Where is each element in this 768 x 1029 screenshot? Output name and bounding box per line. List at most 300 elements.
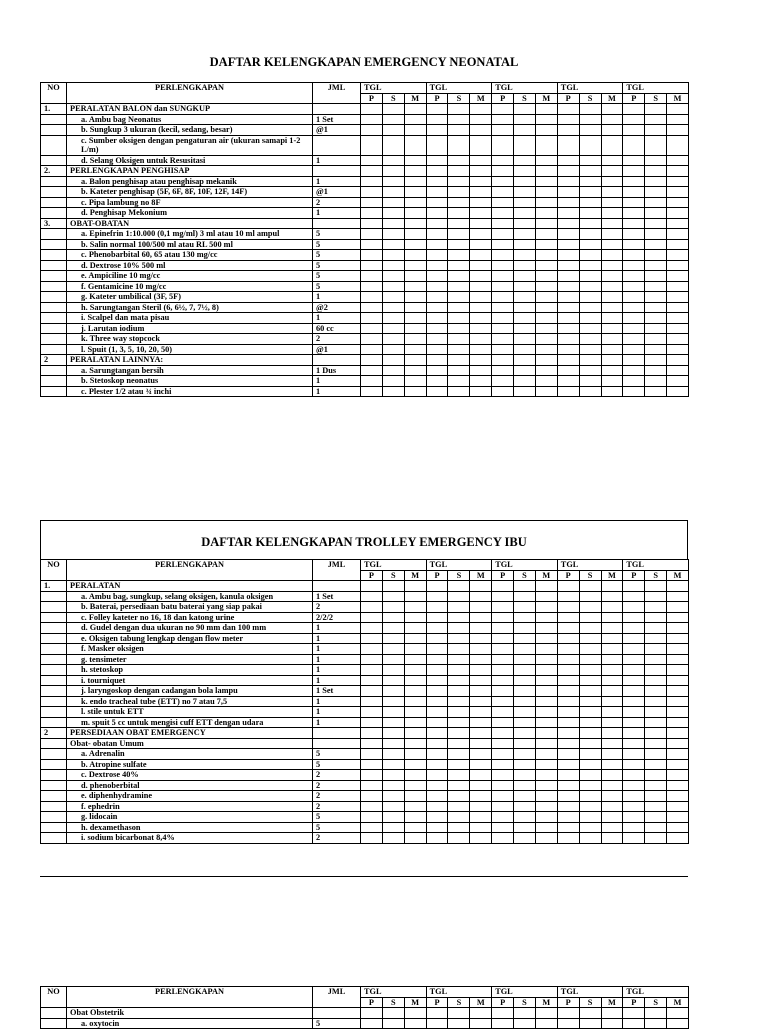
check-cell[interactable] (470, 176, 492, 187)
check-cell[interactable] (426, 833, 448, 844)
check-cell[interactable] (404, 759, 426, 770)
check-cell[interactable] (514, 633, 536, 644)
check-cell[interactable] (470, 833, 492, 844)
check-cell[interactable] (557, 239, 579, 250)
check-cell[interactable] (601, 302, 623, 313)
check-cell[interactable] (535, 323, 557, 334)
check-cell[interactable] (579, 717, 601, 728)
check-cell[interactable] (361, 654, 383, 665)
check-cell[interactable] (579, 707, 601, 718)
check-cell[interactable] (426, 1018, 448, 1029)
check-cell[interactable] (645, 271, 667, 282)
check-cell[interactable] (470, 386, 492, 397)
check-cell[interactable] (535, 822, 557, 833)
check-cell[interactable] (623, 770, 645, 781)
check-cell[interactable] (579, 665, 601, 676)
check-cell[interactable] (601, 644, 623, 655)
check-cell[interactable] (667, 229, 689, 240)
check-cell[interactable] (514, 197, 536, 208)
check-cell[interactable] (579, 239, 601, 250)
check-cell[interactable] (448, 833, 470, 844)
check-cell[interactable] (535, 791, 557, 802)
check-cell[interactable] (361, 623, 383, 634)
check-cell[interactable] (426, 218, 448, 229)
check-cell[interactable] (623, 801, 645, 812)
check-cell[interactable] (557, 1018, 579, 1029)
check-cell[interactable] (448, 654, 470, 665)
check-cell[interactable] (514, 125, 536, 136)
check-cell[interactable] (470, 644, 492, 655)
check-cell[interactable] (601, 344, 623, 355)
check-cell[interactable] (535, 135, 557, 155)
check-cell[interactable] (448, 1018, 470, 1029)
check-cell[interactable] (470, 239, 492, 250)
check-cell[interactable] (361, 334, 383, 345)
check-cell[interactable] (404, 791, 426, 802)
check-cell[interactable] (426, 665, 448, 676)
check-cell[interactable] (404, 250, 426, 261)
check-cell[interactable] (382, 208, 404, 219)
check-cell[interactable] (514, 833, 536, 844)
check-cell[interactable] (514, 376, 536, 387)
check-cell[interactable] (667, 114, 689, 125)
check-cell[interactable] (601, 218, 623, 229)
check-cell[interactable] (623, 833, 645, 844)
check-cell[interactable] (426, 791, 448, 802)
check-cell[interactable] (557, 218, 579, 229)
check-cell[interactable] (645, 602, 667, 613)
check-cell[interactable] (645, 791, 667, 802)
check-cell[interactable] (623, 250, 645, 261)
check-cell[interactable] (601, 728, 623, 739)
check-cell[interactable] (492, 665, 514, 676)
check-cell[interactable] (557, 229, 579, 240)
check-cell[interactable] (448, 135, 470, 155)
check-cell[interactable] (448, 780, 470, 791)
check-cell[interactable] (404, 218, 426, 229)
check-cell[interactable] (426, 633, 448, 644)
check-cell[interactable] (470, 717, 492, 728)
check-cell[interactable] (492, 822, 514, 833)
check-cell[interactable] (514, 707, 536, 718)
check-cell[interactable] (623, 717, 645, 728)
check-cell[interactable] (404, 135, 426, 155)
check-cell[interactable] (623, 812, 645, 823)
check-cell[interactable] (601, 602, 623, 613)
check-cell[interactable] (623, 155, 645, 166)
check-cell[interactable] (361, 707, 383, 718)
check-cell[interactable] (470, 770, 492, 781)
check-cell[interactable] (426, 114, 448, 125)
check-cell[interactable] (667, 1018, 689, 1029)
check-cell[interactable] (404, 675, 426, 686)
check-cell[interactable] (361, 749, 383, 760)
check-cell[interactable] (514, 654, 536, 665)
check-cell[interactable] (470, 344, 492, 355)
check-cell[interactable] (426, 197, 448, 208)
check-cell[interactable] (382, 166, 404, 177)
check-cell[interactable] (514, 591, 536, 602)
check-cell[interactable] (361, 176, 383, 187)
check-cell[interactable] (492, 208, 514, 219)
check-cell[interactable] (557, 260, 579, 271)
check-cell[interactable] (404, 812, 426, 823)
check-cell[interactable] (492, 155, 514, 166)
check-cell[interactable] (404, 260, 426, 271)
check-cell[interactable] (579, 696, 601, 707)
check-cell[interactable] (426, 822, 448, 833)
check-cell[interactable] (470, 355, 492, 366)
check-cell[interactable] (382, 770, 404, 781)
check-cell[interactable] (514, 218, 536, 229)
check-cell[interactable] (601, 176, 623, 187)
check-cell[interactable] (470, 801, 492, 812)
check-cell[interactable] (470, 1018, 492, 1029)
check-cell[interactable] (361, 686, 383, 697)
check-cell[interactable] (514, 581, 536, 592)
check-cell[interactable] (492, 749, 514, 760)
check-cell[interactable] (623, 281, 645, 292)
check-cell[interactable] (535, 155, 557, 166)
check-cell[interactable] (557, 654, 579, 665)
check-cell[interactable] (623, 602, 645, 613)
check-cell[interactable] (645, 334, 667, 345)
check-cell[interactable] (535, 250, 557, 261)
check-cell[interactable] (667, 654, 689, 665)
check-cell[interactable] (514, 365, 536, 376)
check-cell[interactable] (382, 355, 404, 366)
check-cell[interactable] (492, 801, 514, 812)
check-cell[interactable] (645, 292, 667, 303)
check-cell[interactable] (448, 623, 470, 634)
check-cell[interactable] (448, 612, 470, 623)
check-cell[interactable] (557, 780, 579, 791)
check-cell[interactable] (623, 187, 645, 198)
check-cell[interactable] (601, 114, 623, 125)
check-cell[interactable] (667, 187, 689, 198)
check-cell[interactable] (382, 812, 404, 823)
check-cell[interactable] (667, 791, 689, 802)
check-cell[interactable] (382, 155, 404, 166)
check-cell[interactable] (645, 696, 667, 707)
check-cell[interactable] (535, 355, 557, 366)
check-cell[interactable] (535, 749, 557, 760)
check-cell[interactable] (645, 633, 667, 644)
check-cell[interactable] (361, 302, 383, 313)
check-cell[interactable] (361, 633, 383, 644)
check-cell[interactable] (492, 633, 514, 644)
check-cell[interactable] (645, 176, 667, 187)
check-cell[interactable] (404, 591, 426, 602)
check-cell[interactable] (492, 187, 514, 198)
check-cell[interactable] (645, 654, 667, 665)
check-cell[interactable] (448, 717, 470, 728)
check-cell[interactable] (645, 623, 667, 634)
check-cell[interactable] (535, 1018, 557, 1029)
check-cell[interactable] (535, 365, 557, 376)
check-cell[interactable] (404, 355, 426, 366)
check-cell[interactable] (579, 135, 601, 155)
check-cell[interactable] (470, 208, 492, 219)
check-cell[interactable] (492, 612, 514, 623)
check-cell[interactable] (470, 749, 492, 760)
check-cell[interactable] (492, 114, 514, 125)
check-cell[interactable] (667, 313, 689, 324)
check-cell[interactable] (601, 675, 623, 686)
check-cell[interactable] (579, 749, 601, 760)
check-cell[interactable] (557, 355, 579, 366)
check-cell[interactable] (579, 281, 601, 292)
check-cell[interactable] (426, 602, 448, 613)
check-cell[interactable] (579, 654, 601, 665)
check-cell[interactable] (514, 260, 536, 271)
check-cell[interactable] (601, 292, 623, 303)
check-cell[interactable] (623, 780, 645, 791)
check-cell[interactable] (535, 166, 557, 177)
check-cell[interactable] (404, 187, 426, 198)
check-cell[interactable] (601, 696, 623, 707)
check-cell[interactable] (361, 197, 383, 208)
check-cell[interactable] (470, 250, 492, 261)
check-cell[interactable] (667, 260, 689, 271)
check-cell[interactable] (579, 323, 601, 334)
check-cell[interactable] (535, 801, 557, 812)
check-cell[interactable] (426, 591, 448, 602)
check-cell[interactable] (382, 696, 404, 707)
check-cell[interactable] (404, 125, 426, 136)
check-cell[interactable] (426, 292, 448, 303)
check-cell[interactable] (535, 612, 557, 623)
check-cell[interactable] (361, 239, 383, 250)
check-cell[interactable] (470, 791, 492, 802)
check-cell[interactable] (557, 633, 579, 644)
check-cell[interactable] (601, 155, 623, 166)
check-cell[interactable] (404, 104, 426, 115)
check-cell[interactable] (645, 114, 667, 125)
check-cell[interactable] (623, 728, 645, 739)
check-cell[interactable] (404, 738, 426, 749)
check-cell[interactable] (492, 365, 514, 376)
check-cell[interactable] (601, 281, 623, 292)
check-cell[interactable] (601, 239, 623, 250)
check-cell[interactable] (514, 791, 536, 802)
check-cell[interactable] (579, 114, 601, 125)
check-cell[interactable] (601, 197, 623, 208)
check-cell[interactable] (667, 633, 689, 644)
check-cell[interactable] (579, 812, 601, 823)
check-cell[interactable] (470, 125, 492, 136)
check-cell[interactable] (492, 686, 514, 697)
check-cell[interactable] (645, 738, 667, 749)
check-cell[interactable] (492, 104, 514, 115)
check-cell[interactable] (645, 686, 667, 697)
check-cell[interactable] (382, 801, 404, 812)
check-cell[interactable] (514, 812, 536, 823)
check-cell[interactable] (361, 717, 383, 728)
check-cell[interactable] (535, 302, 557, 313)
check-cell[interactable] (514, 334, 536, 345)
check-cell[interactable] (404, 176, 426, 187)
check-cell[interactable] (645, 644, 667, 655)
check-cell[interactable] (426, 749, 448, 760)
check-cell[interactable] (361, 386, 383, 397)
check-cell[interactable] (667, 717, 689, 728)
check-cell[interactable] (514, 696, 536, 707)
check-cell[interactable] (623, 822, 645, 833)
check-cell[interactable] (361, 187, 383, 198)
check-cell[interactable] (382, 738, 404, 749)
check-cell[interactable] (601, 738, 623, 749)
check-cell[interactable] (514, 738, 536, 749)
check-cell[interactable] (623, 591, 645, 602)
check-cell[interactable] (448, 644, 470, 655)
check-cell[interactable] (404, 302, 426, 313)
check-cell[interactable] (448, 176, 470, 187)
check-cell[interactable] (535, 313, 557, 324)
check-cell[interactable] (382, 239, 404, 250)
check-cell[interactable] (667, 581, 689, 592)
check-cell[interactable] (535, 260, 557, 271)
check-cell[interactable] (557, 376, 579, 387)
check-cell[interactable] (470, 1008, 492, 1019)
check-cell[interactable] (426, 728, 448, 739)
check-cell[interactable] (448, 675, 470, 686)
check-cell[interactable] (535, 675, 557, 686)
check-cell[interactable] (535, 833, 557, 844)
check-cell[interactable] (623, 686, 645, 697)
check-cell[interactable] (492, 1008, 514, 1019)
check-cell[interactable] (557, 791, 579, 802)
check-cell[interactable] (426, 759, 448, 770)
check-cell[interactable] (492, 239, 514, 250)
check-cell[interactable] (404, 717, 426, 728)
check-cell[interactable] (667, 344, 689, 355)
check-cell[interactable] (601, 313, 623, 324)
check-cell[interactable] (382, 292, 404, 303)
check-cell[interactable] (361, 260, 383, 271)
check-cell[interactable] (535, 770, 557, 781)
check-cell[interactable] (492, 602, 514, 613)
check-cell[interactable] (426, 801, 448, 812)
check-cell[interactable] (667, 749, 689, 760)
check-cell[interactable] (645, 581, 667, 592)
check-cell[interactable] (492, 738, 514, 749)
check-cell[interactable] (535, 187, 557, 198)
check-cell[interactable] (361, 313, 383, 324)
check-cell[interactable] (404, 292, 426, 303)
check-cell[interactable] (579, 791, 601, 802)
check-cell[interactable] (404, 644, 426, 655)
check-cell[interactable] (667, 166, 689, 177)
check-cell[interactable] (579, 365, 601, 376)
check-cell[interactable] (404, 749, 426, 760)
check-cell[interactable] (557, 833, 579, 844)
check-cell[interactable] (514, 250, 536, 261)
check-cell[interactable] (361, 281, 383, 292)
check-cell[interactable] (404, 833, 426, 844)
check-cell[interactable] (579, 271, 601, 282)
check-cell[interactable] (557, 686, 579, 697)
check-cell[interactable] (448, 686, 470, 697)
check-cell[interactable] (448, 728, 470, 739)
check-cell[interactable] (601, 591, 623, 602)
check-cell[interactable] (623, 581, 645, 592)
check-cell[interactable] (579, 644, 601, 655)
check-cell[interactable] (404, 365, 426, 376)
check-cell[interactable] (361, 738, 383, 749)
check-cell[interactable] (645, 239, 667, 250)
check-cell[interactable] (382, 323, 404, 334)
check-cell[interactable] (579, 581, 601, 592)
check-cell[interactable] (448, 801, 470, 812)
check-cell[interactable] (667, 239, 689, 250)
check-cell[interactable] (579, 633, 601, 644)
check-cell[interactable] (382, 623, 404, 634)
check-cell[interactable] (579, 197, 601, 208)
check-cell[interactable] (667, 738, 689, 749)
check-cell[interactable] (382, 644, 404, 655)
check-cell[interactable] (579, 612, 601, 623)
check-cell[interactable] (601, 717, 623, 728)
check-cell[interactable] (470, 218, 492, 229)
check-cell[interactable] (361, 155, 383, 166)
check-cell[interactable] (514, 229, 536, 240)
check-cell[interactable] (426, 239, 448, 250)
check-cell[interactable] (623, 302, 645, 313)
check-cell[interactable] (557, 801, 579, 812)
check-cell[interactable] (645, 344, 667, 355)
check-cell[interactable] (535, 292, 557, 303)
check-cell[interactable] (514, 759, 536, 770)
check-cell[interactable] (404, 696, 426, 707)
check-cell[interactable] (361, 612, 383, 623)
check-cell[interactable] (426, 707, 448, 718)
check-cell[interactable] (492, 281, 514, 292)
check-cell[interactable] (645, 250, 667, 261)
check-cell[interactable] (426, 644, 448, 655)
check-cell[interactable] (601, 187, 623, 198)
check-cell[interactable] (535, 717, 557, 728)
check-cell[interactable] (426, 1008, 448, 1019)
check-cell[interactable] (623, 271, 645, 282)
check-cell[interactable] (579, 334, 601, 345)
check-cell[interactable] (557, 749, 579, 760)
check-cell[interactable] (667, 612, 689, 623)
check-cell[interactable] (448, 334, 470, 345)
check-cell[interactable] (601, 271, 623, 282)
check-cell[interactable] (514, 323, 536, 334)
check-cell[interactable] (535, 602, 557, 613)
check-cell[interactable] (535, 208, 557, 219)
check-cell[interactable] (492, 271, 514, 282)
check-cell[interactable] (535, 376, 557, 387)
check-cell[interactable] (601, 759, 623, 770)
check-cell[interactable] (448, 104, 470, 115)
check-cell[interactable] (470, 334, 492, 345)
check-cell[interactable] (361, 696, 383, 707)
check-cell[interactable] (579, 104, 601, 115)
check-cell[interactable] (382, 281, 404, 292)
check-cell[interactable] (535, 696, 557, 707)
check-cell[interactable] (361, 376, 383, 387)
check-cell[interactable] (426, 302, 448, 313)
check-cell[interactable] (361, 114, 383, 125)
check-cell[interactable] (404, 208, 426, 219)
check-cell[interactable] (470, 612, 492, 623)
check-cell[interactable] (623, 344, 645, 355)
check-cell[interactable] (426, 686, 448, 697)
check-cell[interactable] (448, 591, 470, 602)
